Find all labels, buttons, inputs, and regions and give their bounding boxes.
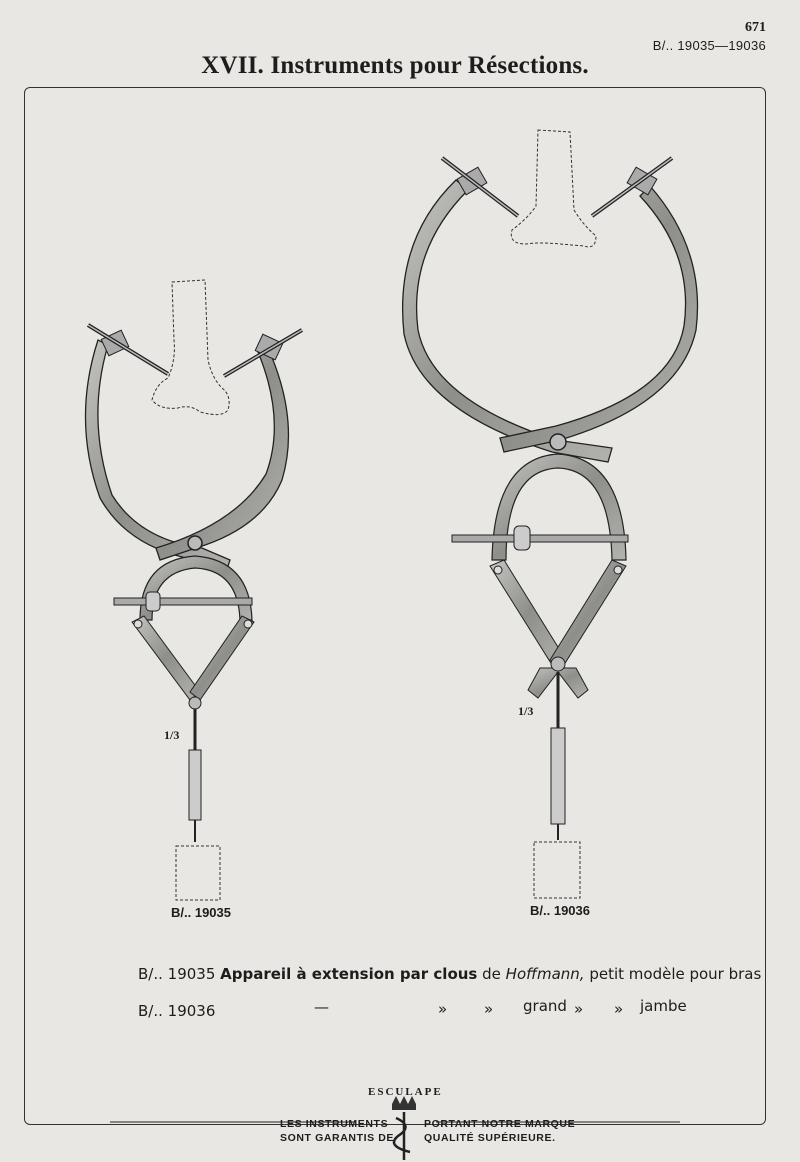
ditto-mark: » [614, 1000, 624, 1018]
page-number: 671 [745, 20, 766, 35]
item-size: grand [523, 997, 567, 1015]
screw-bar-large [452, 535, 628, 542]
item-ref: B/.. 19036 [138, 1002, 216, 1020]
ditto-mark: » [438, 1000, 448, 1018]
bone-outline-small [152, 280, 229, 415]
ditto-mark: » [574, 1000, 584, 1018]
bone-outline-large [511, 130, 596, 247]
scale-label-large: 1/3 [518, 704, 534, 718]
spring-large [551, 728, 565, 824]
arm-right-small [156, 348, 288, 560]
figure-ref-19035: B/.. 19035 [171, 905, 231, 920]
item-name: Appareil à extension par clous [220, 965, 478, 983]
scale-label-small: 1/3 [164, 728, 180, 742]
arm-right-large [500, 186, 698, 452]
item-variant: jambe [640, 997, 687, 1015]
item-variant: petit modèle pour bras [589, 965, 762, 983]
page-title: XVII. Instruments pour Résections. [201, 52, 589, 79]
figure-ref-19036: B/.. 19036 [530, 903, 590, 918]
guarantee-right-line-2: QUALITÉ SUPÉRIEURE. [424, 1132, 556, 1144]
item-ref: B/.. 19035 [138, 965, 216, 983]
reference-range: B/.. 19035—19036 [652, 38, 766, 53]
lower-loop-large [492, 454, 626, 560]
guarantee-left [280, 1117, 394, 1145]
ditto-mark: » [484, 1000, 494, 1018]
spring-small [189, 750, 201, 820]
guarantee-left-line-1: LES INSTRUMENTS [280, 1118, 389, 1130]
extension-apparatus-large [403, 130, 698, 898]
description-line-2-ref [138, 1002, 215, 1020]
ditto-dash: — [314, 998, 329, 1016]
caduceus-logo [392, 1096, 416, 1160]
item-by: de [482, 965, 501, 983]
weight-small [176, 846, 220, 900]
weight-large [534, 842, 580, 898]
guarantee-right [424, 1117, 575, 1145]
item-author: Hoffmann, [505, 965, 585, 983]
screw-bar-small [114, 598, 252, 605]
guarantee-right-line-1: PORTANT NOTRE MARQUE [424, 1118, 576, 1130]
brand-name: ESCULAPE [368, 1086, 443, 1098]
guarantee-left-line-2: SONT GARANTIS DE [280, 1132, 395, 1144]
extension-apparatus-small [85, 280, 302, 900]
description-line-1 [138, 965, 761, 983]
